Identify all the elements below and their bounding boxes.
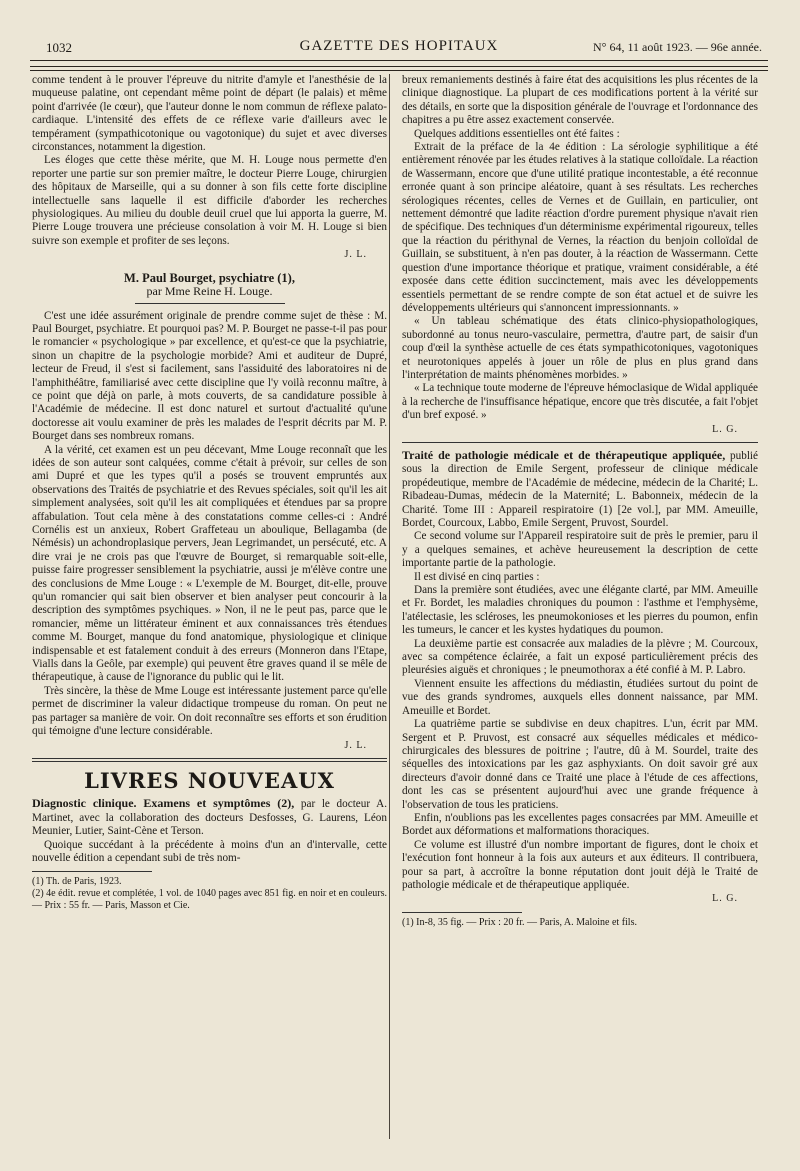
divider <box>135 303 285 304</box>
paragraph: « La technique toute moderne de l'épreuve hémoclasique de Widal appliquée à la recherche de l'insuffisance hépatique, encore que très discutée, a fait l'objet d'un bref exposé. » <box>402 382 758 422</box>
signature: J. L. <box>344 739 367 751</box>
right-column <box>402 74 758 929</box>
intro-paragraph: comme tendent à le prouver l'épreuve du nitrite d'amyle et l'anesthésie de la muqueuse palatine, ont cependant même point de départ (le palais) et même point d'arrivée (le cœur), que l'auteur donne le nom commun de réflexe palato-cardiaque. L'intensité des effets de ce réflexe varie d'ailleurs avec le tempérament (sympathicotonique ou vagotonique) du sujet et avec diverses circonstances, notamment la digestion. <box>32 74 387 154</box>
paragraph: Quelques additions essentielles ont été faites : <box>414 127 620 140</box>
article-title: M. Paul Bourget, psychiatre (1), <box>124 270 295 285</box>
paragraph: Enfin, n'oublions pas les excellentes pages consacrées par MM. Ameuille et Bordet aux déformations et malformations thoraciques. <box>402 811 758 838</box>
book-title: Diagnostic clinique. Examens et symptômes (2), <box>32 796 295 811</box>
issue-info: N° 64, 11 août 1923. — 96e année. <box>593 40 762 54</box>
paragraph: Ce second volume sur l'Appareil respiratoire suit de près le premier, paru il y a quelques semaines, et achève heureusement la description de cette importante partie de la pathologie. <box>402 530 758 570</box>
footnote-rule <box>402 912 522 913</box>
book-entry <box>402 449 758 530</box>
paragraph: Dans la première sont étudiées, avec une élégante clarté, par MM. Ameuille et Fr. Bordet, les maladies chroniques du poumon : l'asthme et l'emphysème, l'atélectasie, les scléroses, les pneumokonioses et les pierres du poumon, enfin les tumeurs, le cancer et les kystes hydatiques du poumon. <box>402 584 758 637</box>
footnote: (2) 4e édit. revue et complétée, 1 vol. de 1040 pages avec 851 fig. en noir et en couleurs. — Prix : 55 fr. — Paris, Masson et Cie. <box>32 888 387 912</box>
section-double-rule <box>32 758 387 762</box>
signature: L. G. <box>712 423 738 435</box>
divider <box>402 442 758 443</box>
paragraph: La deuxième partie est consacrée aux maladies de la plèvre ; M. Courcoux, avec sa compétence éclairée, a fait un exposé particulièrement précis des pleurésies aiguës et chroniques ; le pneumothorax a été confié à M. P. Labro. <box>402 637 758 677</box>
paragraph: La quatrième partie se subdivise en deux chapitres. L'un, écrit par MM. Sergent et P. Pruvost, est consacré aux séquelles médicales et médico-chirurgicales des blessures de poitrine ; l'autre, dû à M. Sourdel, traite des séquelles des intoxications par les gaz asphyxiants. On doit savoir gré aux directeurs d'avoir donné dans ce Traité une place à l'étude de ces affections, dont les cas se présentent aujourd'hui avec une grande fréquence à l'observation de tous les praticiens. <box>402 718 758 811</box>
footnote: (1) In-8, 35 fig. — Prix : 20 fr. — Paris, A. Maloine et fils. <box>402 916 637 928</box>
paragraph: breux remaniements destinés à faire état des acquisitions les plus récentes de la clinique diagnostique. La plupart de ces modifications portent à la vérité sur des détails, en sorte que la disposition générale de l'ouvrage et l'ordonnance des chapitres a pu être assez exactement conservée. <box>402 74 759 127</box>
article-paragraph: C'est une idée assurément originale de prendre comme sujet de thèse : M. Paul Bourget, psychiatre. Et pourquoi pas? M. P. Bourget ne passe-t-il pas pour le romancier « psychologique » par excellence, et qu'est-ce que la psychiatrie, sinon un chapitre de la psychologie morbide? Ami et auditeur de Dupré, lecteur de Freud, il s'est si facilement, sans l'assiduité des laboratoires ni de l'amphithéâtre, familiarisé avec cette discipline que l'y voilà reconnu maître, à ce point que déjà on parle, à mots couverts, de sa candidature possible à l'Académie de médecine. Il est donc naturel et surtout d'actualité qu'une doctoresse ait voulu examiner de près les malades de l'esprit décrits par M. P. Bourget dans ses nombreux romans. <box>32 309 387 443</box>
paragraph: Extrait de la préface de la 4e édition : La sérologie syphilitique a été entièrement rénovée par les études relatives à la statique colloïdale. La réaction de Wassermann, encore que d'une utilité pratique incontestable, a été reconnue erronée quant à son principe aléatoire, quant à ses résultats. Les recherches sérologiques récentes, celles de Vernes et de Guillain, en particulier, ont nettement démontré que ladite réaction d'ordre purement physique n'avait rien de spécifique. Des techniques d'un déterminisme expérimental rigoureux, telles que la réaction du périthynal de Vernes, la réaction du benjoin colloïdal de Guillain, se substituent, à n'en pas douter, à la réaction de Wassermann. Cette question d'une importance théorique et pratique, vraiment considérable, a été exposée dans cette édition succinctement, mais avec les développements essentiels permettant de se rendre compte de son état actuel et de suivre les développements ultérieurs qui s'annoncent impressionnants. » <box>402 141 758 314</box>
column-divider <box>389 74 390 1139</box>
page-header <box>30 34 768 61</box>
article-paragraph: A la vérité, cet examen est un peu décevant, Mme Louge reconnaît que les idées de son auteur sont calquées, comme c'était à prévoir, sur celles de son ami Dupré et que les types qu'il a posés se trouvent empruntés aux observations des Traités de psychiatrie et des Revues spéciales, soit qu'il les ait simplement analysées, soit qu'il les ait compliquées et étendues par sa propre affabulation. Tout cela mène à des constatations comme celles-ci : André Cornélis est un anxieux, Robert Graffeteau un aboulique, Bellagamba (de Némésis) un achondroplasique pervers, Jean Legrimandet, un persécuté, etc. A dire vrai je ne crois pas que l'œuvre de Bourget, si remarquable soit-elle, puisse faire progresser sensiblement la psychiatrie, aussi je m'élève contre une des conclusions de Mme Louge : « L'exemple de M. Bourget, dit-elle, prouve qu'un romancier qui sait bien observer et bien analyser peut concourir à la description des symptômes psychiques. » Non, il ne le peut pas, parce que le romancier, même un littérateur éminent et aux connaissances très étendues comme M. Bourget, manque du fond anatomique, physiologique et clinique indispensable et est fatalement conduit à des erreurs (Monneron dans l'Etape, Vialls dans la Geôle, par exemple) qui peuvent être graves quand il se mêle de thérapeutique, à cause de l'ignorance du public qui le lit. <box>32 443 387 684</box>
footnote-rule <box>32 871 152 872</box>
paragraph: Viennent ensuite les affections du médiastin, étudiées surtout du point de vue des grands syndromes, auxquels elles donnent naissance, par MM. Ameuille et Bordet. <box>402 677 758 717</box>
book-authors: par le docteur A. Martinet, avec la collaboration des docteurs Desfosses, G. Laurens, Léon Meunier, Lutier, Saint-Cène et Terson. <box>32 798 387 838</box>
paragraph: « Un tableau schématique des états clinico-physiopathologiques, subordonné au tonus neuro-vasculaire, permettra, d'autre part, de saisir d'un coup d'œil la synthèse actuelle de ces états sympathicotoniques, vagotoniques et neurotoniques appelés à jouer un rôle de plus en plus grand dans l'interprétation de maints phénomènes morbides. » <box>402 315 758 381</box>
article-author: par Mme Reine H. Louge. <box>146 284 273 299</box>
left-column <box>32 74 387 912</box>
page-number: 1032 <box>46 40 72 55</box>
book-intro: publié sous la direction de Emile Sergent, professeur de clinique médicale propédeutique, membre de l'Académie de médecine, médecin de la Charité; L. Ribadeau-Dumas, médecin de la Maternité; L. Babonneix, médecin de la Charité. Tome III : Appareil respiratoire (1) [2e vol.], par MM. Ameuille, Bordet, Courcoux, Labbo, Emile Sergent, Pruvost, Sourdel. <box>402 449 759 529</box>
book-entry <box>32 797 387 838</box>
signature: L. G. <box>712 893 738 905</box>
book-title: Traité de pathologie médicale et de thérapeutique appliquée, <box>402 447 726 462</box>
footnote: (1) Th. de Paris, 1923. <box>32 876 122 888</box>
journal-title: GAZETTE DES HOPITAUX <box>299 38 499 54</box>
signature: J. L. <box>344 249 367 261</box>
article-paragraph: Très sincère, la thèse de Mme Louge est intéressante justement parce qu'elle permet de discriminer la valeur didactique trompeuse du roman. On peut ne pas partager sa manière de voir. On doit reconnaître ses efforts et son érudition qui témoigne d'une lecture considérable. <box>32 684 387 738</box>
intro-paragraph: Les éloges que cette thèse mérite, que M. H. Louge nous permette d'en reporter une partie sur son premier maître, le docteur Pierre Louge, chirurgien des hôpitaux de Marseille, qui a su donner à son fils cette forte discipline intellectuelle sans laquelle il est difficile d'aborder les recherches physiologiques. Au milieu du double deuil cruel que lui apporta la guerre, M. Pierre Louge trouvera une précieuse consolation à voir M. H. Louge si bien suivre son exemple et profiter de ses leçons. <box>32 154 387 247</box>
header-double-rule <box>30 66 768 71</box>
book-paragraph: Quoique succédant à la précédente à moins d'un an d'intervalle, cette nouvelle édition a cependant subi de très nom- <box>32 838 387 864</box>
paragraph: Ce volume est illustré d'un nombre important de figures, dont le choix et l'exécution font honneur à la fois aux auteurs et aux éditeurs. Il contribuera, pour sa part, à accroître la bonne réputation dont jouit déjà le Traité de pathologie médicale et de thérapeutique appliquée. <box>402 838 758 891</box>
section-title: LIVRES NOUVEAUX <box>84 767 335 793</box>
paragraph: Il est divisé en cinq parties : <box>414 570 540 583</box>
